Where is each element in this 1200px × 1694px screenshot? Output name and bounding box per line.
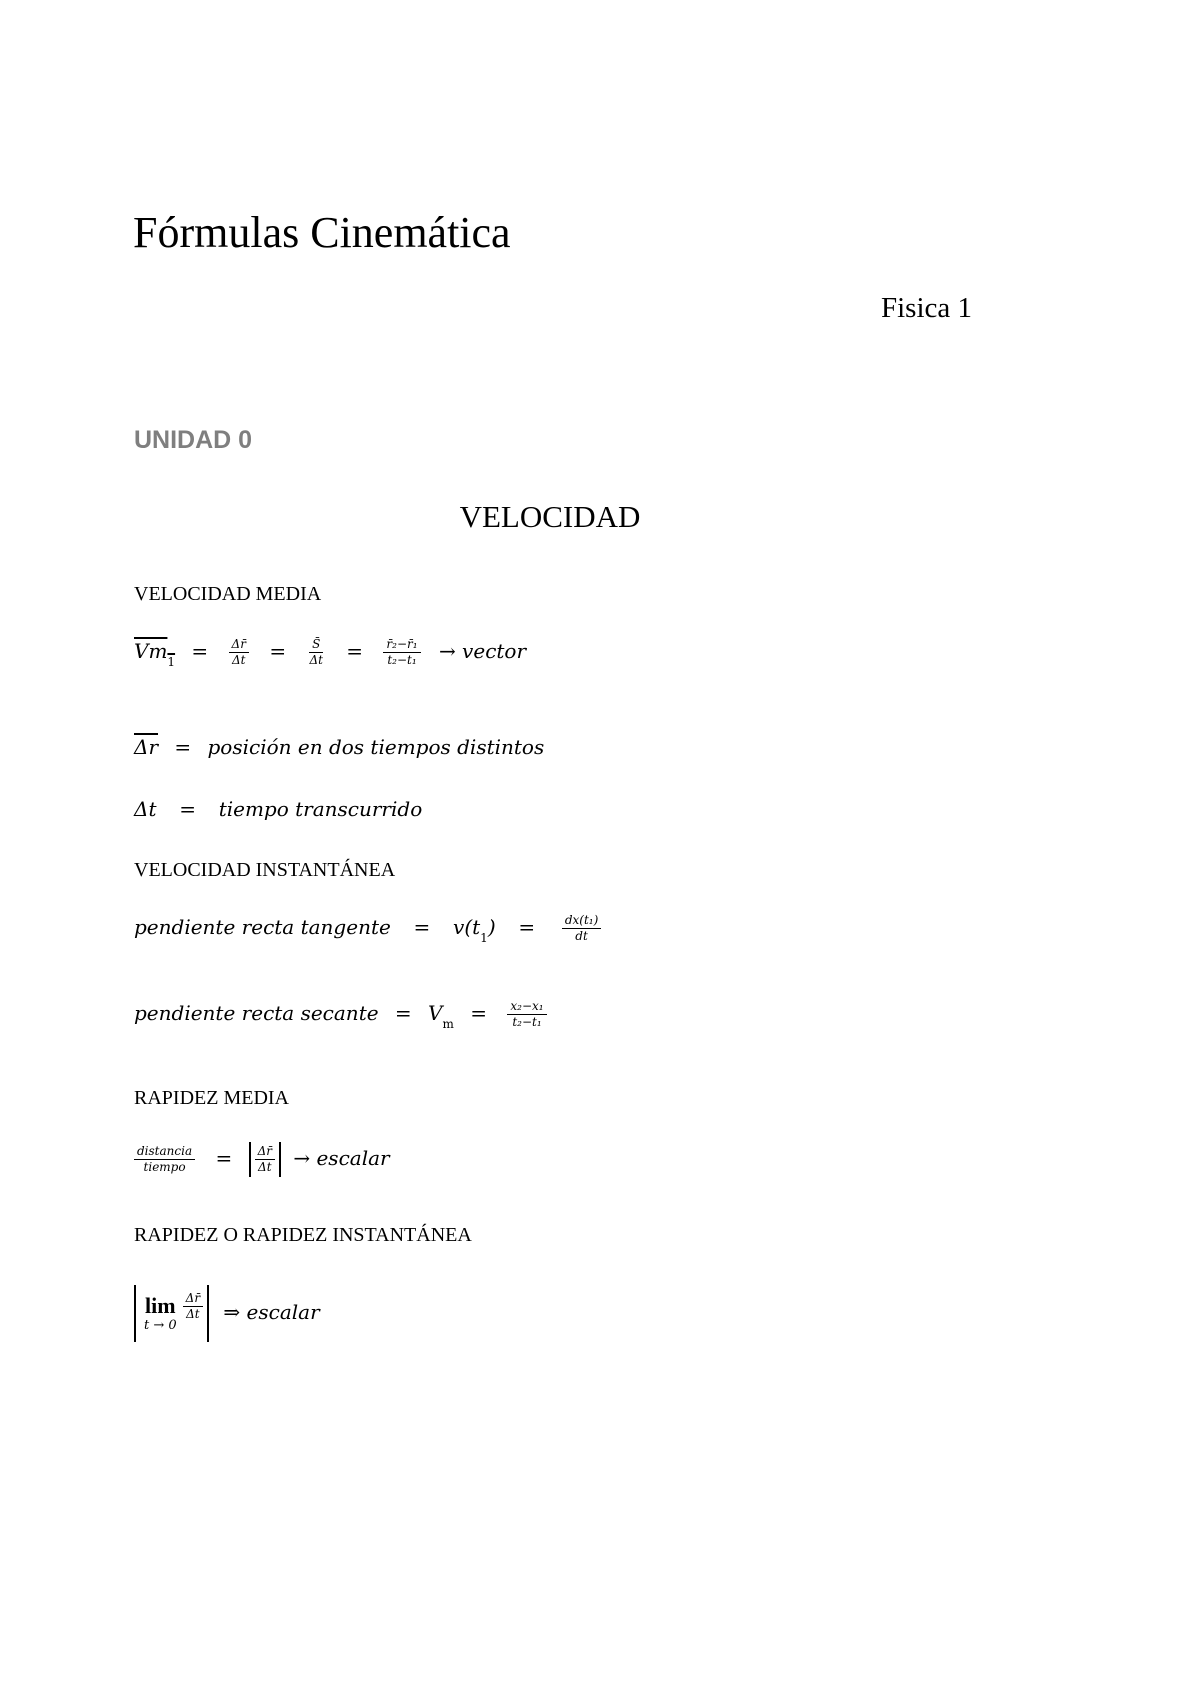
subhead-rapidez-instantanea: RAPIDEZ O RAPIDEZ INSTANTÁNEA (134, 1224, 472, 1246)
fraction-dx-over-dt: $\frac{\text{dx(t₁)}}{dt}$ (562, 913, 601, 944)
escalar-label-2: ⇒ escalar (223, 1300, 320, 1324)
vector-label: → vector (438, 639, 527, 663)
subhead-rapidez-media: RAPIDEZ MEDIA (134, 1087, 289, 1109)
definition-delta-t: Δt = tiempo transcurrido (134, 797, 423, 821)
escalar-label: → escalar (293, 1146, 390, 1170)
formula-rapidez-instantanea (134, 1285, 320, 1342)
definition-delta-r: $\overline{\Delta r}$ = posición en dos tiempos distintos (134, 735, 545, 759)
fraction-r2-r1-over-t2-t1: $\frac{\text{r̄₂−r̄₁}}{\text{t₂−t₁}}$ (383, 637, 420, 668)
absolute-value-delta-r-over-delta-t: $\frac{\Delta r̄}{\Delta t}$ (249, 1142, 281, 1177)
formula-pendiente-secante: pendiente recta secante = $V_m$ = $\frac{\text{x₂−x₁}}{\text{t₂−t₁}}$ (134, 999, 551, 1030)
fraction-x2-x1-over-t2-t1: $\frac{\text{x₂−x₁}}{\text{t₂−t₁}}$ (507, 999, 546, 1030)
vm-symbol: $Vm_1$ (134, 639, 176, 669)
limit-operator: lim t → 0 (144, 1292, 177, 1333)
subhead-velocidad-instantanea: VELOCIDAD INSTANTÁNEA (134, 859, 396, 881)
formula-pendiente-tangente: pendiente recta tangente = $v(t_1)$ = $\frac{\text{dx(t₁)}}{dt}$ (134, 913, 605, 944)
unit-heading: UNIDAD 0 (134, 426, 253, 454)
formula-velocidad-media: $Vm_1$ = $\frac{\Delta r̄}{\Delta t}$ = $\frac{S̄}{\Delta t}$ = $\frac{\text{r̄₂−r̄₁}}{\text{t₂−t₁}}$ → vector (134, 637, 527, 669)
absolute-value-limit: lim t → 0 $\frac{\Delta r̄}{\Delta t}$ (134, 1285, 209, 1342)
course-label: Fisica 1 (880, 292, 972, 324)
fraction-s-over-delta-t: $\frac{S̄}{\Delta t}$ (309, 637, 323, 667)
document-title: Fórmulas Cinemática (133, 208, 511, 257)
formula-rapidez-media: $\frac{\text{distancia}}{\text{tiempo}}$ = $\frac{\Delta r̄}{\Delta t}$ → escalar (134, 1142, 390, 1177)
fraction-distancia-over-tiempo: $\frac{\text{distancia}}{\text{tiempo}}$ (134, 1144, 195, 1175)
fraction-delta-r-over-delta-t: $\frac{\Delta r̄}{\Delta t}$ (229, 637, 249, 668)
section-title: VELOCIDAD (459, 499, 641, 534)
subhead-velocidad-media: VELOCIDAD MEDIA (134, 583, 322, 605)
